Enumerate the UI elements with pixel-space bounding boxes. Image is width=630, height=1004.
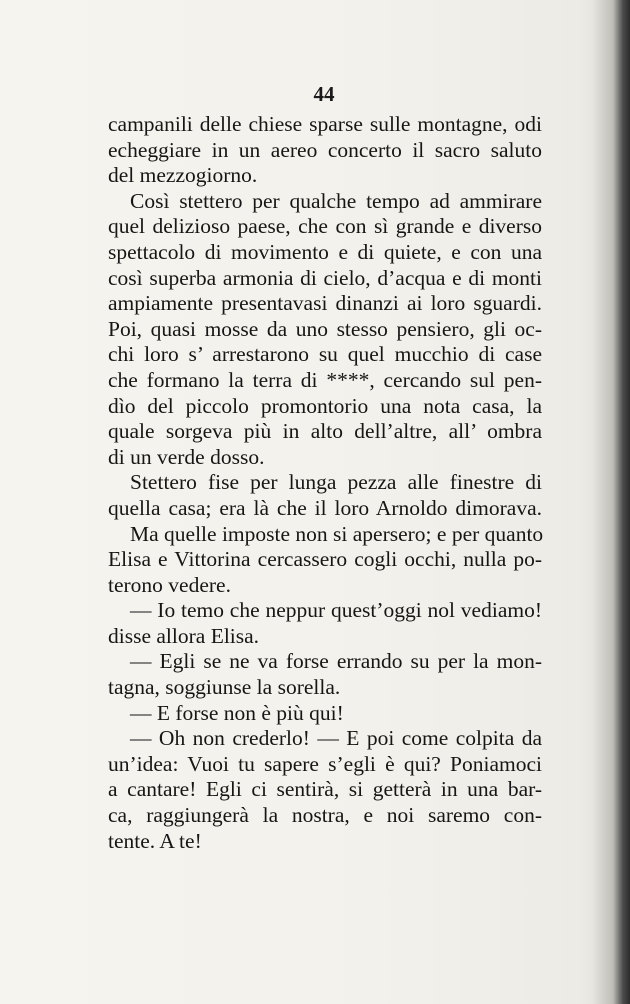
text-line: terono vedere. [108, 572, 231, 597]
text-line: ca, raggiungerà la nostra, e noi saremo con- [108, 803, 542, 828]
text-line: chi loro s’ arrestarono su quel mucchio di case [108, 342, 542, 367]
text-line: quale sorgeva più in alto dell’altre, all’ ombra [108, 419, 542, 444]
page-edge-shadow [592, 0, 630, 1004]
text-line: di un verde dosso. [108, 444, 265, 469]
text-line: a cantare! Egli ci sentirà, si getterà in una bar- [108, 777, 542, 802]
text-line: — Io temo che neppur quest’oggi nol vediamo! [130, 598, 542, 623]
text-line: Ma quelle imposte non si apersero; e per quanto [130, 521, 544, 546]
text-line: quel delizioso paese, che con sì grande e diverso [108, 214, 542, 239]
text-line: tagna, soggiunse la sorella. [108, 675, 341, 700]
text-line: del mezzogiorno. [108, 163, 258, 188]
text-line: — E forse non è più qui! [130, 700, 344, 725]
text-line: che formano la terra di ****, cercando sul pen- [108, 367, 542, 392]
text-line: Elisa e Vittorina cercassero cogli occhi, nulla po- [108, 547, 542, 572]
body-text [108, 112, 542, 854]
text-line: — Egli se ne va forse errando su per la mon- [130, 649, 542, 674]
text-line: un’idea: Vuoi tu sapere s’egli è qui? Poniamoci [108, 751, 542, 776]
text-line: dìo del piccolo promontorio una nota casa, la [108, 393, 542, 418]
text-line: Poi, quasi mosse da uno stesso pensiero, gli oc- [108, 316, 542, 341]
text-line: — Oh non crederlo! — E poi come colpita da [130, 726, 542, 751]
text-line: così superba armonia di cielo, d’acqua e di monti [108, 265, 542, 290]
text-line: quella casa; era là che il loro Arnoldo dimorava. [108, 495, 542, 520]
text-line: tente. A te! [108, 828, 202, 853]
text-line: campanili delle chiese sparse sulle montagne, odi [108, 112, 542, 136]
text-line: echeggiare in un aereo concerto il sacro saluto [108, 137, 542, 162]
text-line: spettacolo di movimento e di quiete, e con una [108, 239, 542, 264]
text-line: Stettero fise per lunga pezza alle finestre di [130, 470, 542, 495]
page-number: 44 [313, 82, 335, 106]
text-line: disse allora Elisa. [108, 623, 260, 648]
text-line: ampiamente presentavasi dinanzi ai loro sguardi. [108, 291, 542, 316]
text-line: Così stettero per qualche tempo ad ammirare [130, 188, 542, 213]
